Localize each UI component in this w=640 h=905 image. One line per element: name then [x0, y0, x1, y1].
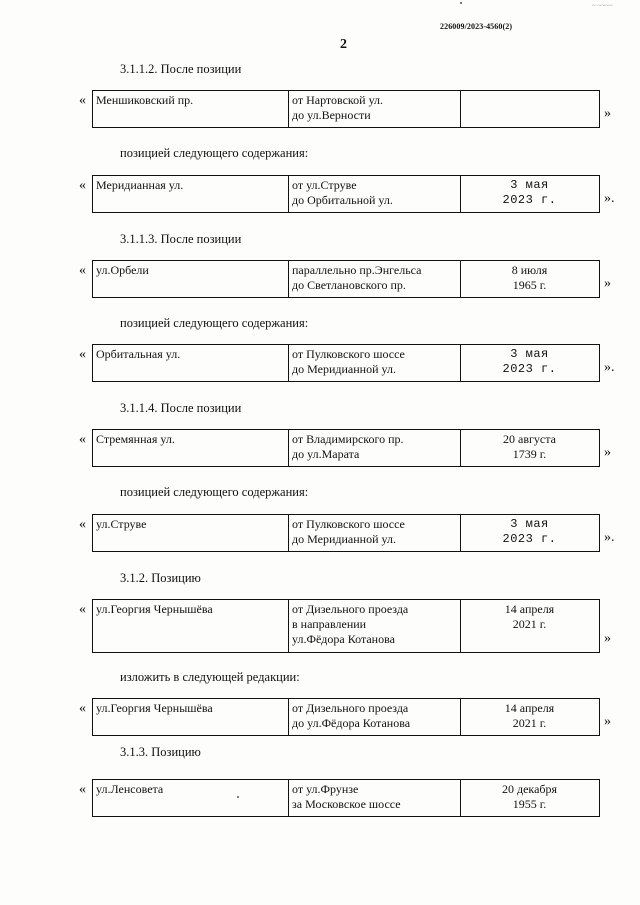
section-heading: позицией следующего содержания: — [120, 146, 309, 160]
section-heading: позицией следующего содержания: — [120, 316, 309, 330]
table-block — [78, 90, 618, 128]
date-cell: 20 декабря 1955 г. — [461, 780, 600, 817]
table-row — [92, 175, 600, 213]
table-block — [78, 779, 618, 817]
section-heading: 3.1.1.3. После позиции — [120, 232, 242, 246]
open-quote: « — [79, 432, 86, 447]
table-row — [92, 514, 600, 552]
close-quote: » — [604, 106, 611, 121]
date-cell — [461, 91, 600, 128]
open-quote: « — [79, 782, 86, 797]
table-block — [78, 429, 618, 467]
street-range-cell: от Владимирского пр. до ул.Марата — [289, 430, 461, 467]
open-quote: « — [79, 263, 86, 278]
street-name-cell: Стремянная ул. — [93, 430, 289, 467]
street-range-cell: параллельно пр.Энгельса до Светлановского пр. — [289, 261, 461, 298]
date-cell: 3 мая 2023 г. — [461, 345, 600, 382]
close-quote: ». — [604, 360, 615, 375]
street-name-cell: ул.Ленсовета — [93, 780, 289, 817]
open-quote: « — [79, 347, 86, 362]
street-range-cell: от ул.Фрунзе за Московское шоссе — [289, 780, 461, 817]
table-block — [78, 698, 618, 736]
table-row — [92, 260, 600, 298]
street-name-cell: ул.Струве — [93, 515, 289, 552]
close-quote: » — [604, 714, 611, 729]
street-range-cell: от ул.Струве до Орбитальной ул. — [289, 176, 461, 213]
close-quote: » — [604, 631, 611, 646]
open-quote: « — [79, 701, 86, 716]
street-name-cell: Меншиковский пр. — [93, 91, 289, 128]
document-number: 226009/2023-4560(2) — [440, 22, 513, 31]
open-quote: « — [79, 178, 86, 193]
close-quote: ». — [604, 530, 615, 545]
street-name-cell: ул.Орбели — [93, 261, 289, 298]
table-row — [92, 779, 600, 817]
section-heading: 3.1.1.2. После позиции — [120, 62, 242, 76]
street-range-cell: от Пулковского шоссе до Меридианной ул. — [289, 345, 461, 382]
open-quote: « — [79, 93, 86, 108]
date-cell: 8 июля 1965 г. — [461, 261, 600, 298]
section-heading: 3.1.1.4. После позиции — [120, 401, 242, 415]
section-heading: 3.1.2. Позицию — [120, 571, 201, 585]
table-block — [78, 344, 618, 382]
scan-speck — [237, 796, 239, 798]
open-quote: « — [79, 517, 86, 532]
close-quote: ». — [604, 191, 615, 206]
date-cell: 3 мая 2023 г. — [461, 176, 600, 213]
date-cell: 20 августа 1739 г. — [461, 430, 600, 467]
table-block — [78, 260, 618, 298]
open-quote: « — [79, 602, 86, 617]
table-row — [92, 698, 600, 736]
date-cell: 14 апреля 2021 г. — [461, 699, 600, 736]
date-cell: 14 апреля 2021 г. — [461, 600, 600, 653]
street-range-cell: от Дизельного проезда в направлении ул.Фёдора Котанова — [289, 600, 461, 653]
section-heading: позицией следующего содержания: — [120, 485, 309, 499]
close-quote: » — [604, 445, 611, 460]
table-block — [78, 175, 618, 213]
street-name-cell: Орбитальная ул. — [93, 345, 289, 382]
table-block — [78, 514, 618, 552]
scan-speck — [460, 2, 462, 4]
street-name-cell: ул.Георгия Чернышёва — [93, 600, 289, 653]
street-range-cell: от Нартовской ул. до ул.Верности — [289, 91, 461, 128]
close-quote: » — [604, 276, 611, 291]
corner-mark: ~ ~~~~ — [592, 2, 613, 10]
section-heading: изложить в следующей редакции: — [120, 670, 300, 684]
table-row — [92, 599, 600, 653]
table-row — [92, 344, 600, 382]
street-range-cell: от Дизельного проезда до ул.Фёдора Котанова — [289, 699, 461, 736]
table-block — [78, 599, 618, 653]
page-number: 2 — [340, 37, 347, 52]
street-name-cell: ул.Георгия Чернышёва — [93, 699, 289, 736]
street-name-cell: Меридианная ул. — [93, 176, 289, 213]
table-row — [92, 90, 600, 128]
table-row — [92, 429, 600, 467]
date-cell: 3 мая 2023 г. — [461, 515, 600, 552]
section-heading: 3.1.3. Позицию — [120, 745, 201, 759]
street-range-cell: от Пулковского шоссе до Меридианной ул. — [289, 515, 461, 552]
